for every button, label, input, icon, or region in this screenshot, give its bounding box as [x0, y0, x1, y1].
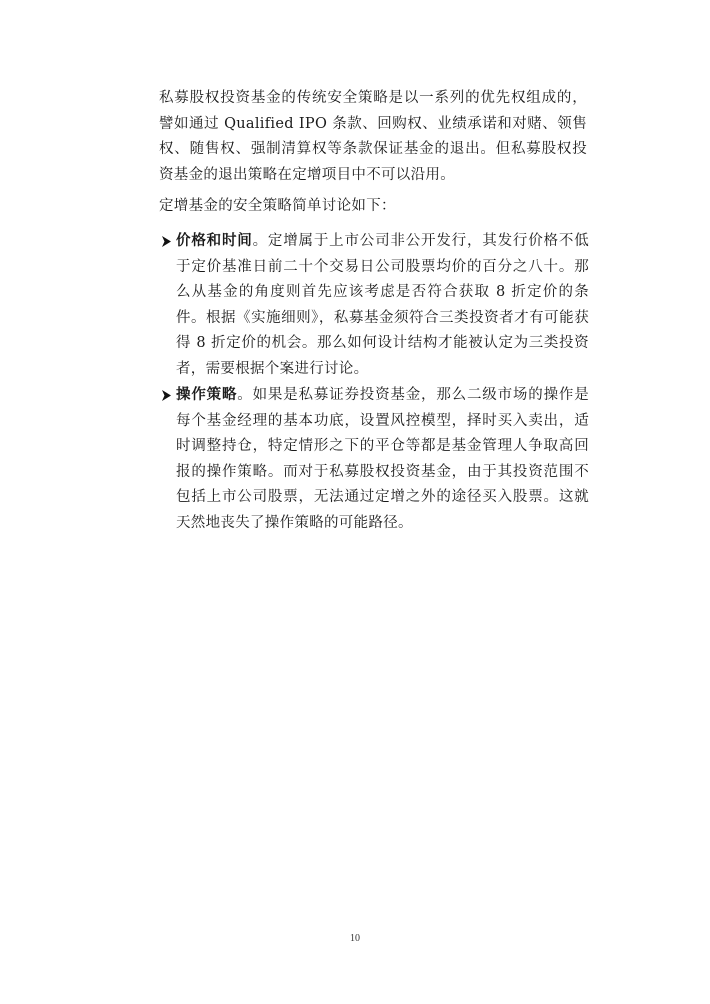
bullet-text: 。如果是私募证券投资基金，那么二级市场的操作是每个基金经理的基本功底，设置风控模型，择时买入卖出，适时调整持仓，特定情形之下的平仓等都是基金管理人争取高回报的操作策略。而对于私募股权投资基金，由于其投资范围不包括上市公司股票，无法通过定增之外的途径买入股票。这就天然地丧失了操作策略的可能路径。 [176, 387, 589, 531]
bullet-body [176, 383, 589, 536]
list-intro-paragraph: 定增基金的安全策略简单讨论如下： [159, 198, 396, 214]
bullet-text: 。定增属于上市公司非公开发行，其发行价格不低于定价基准日前二十个交易日公司股票均价的百分之八十。那么从基金的角度则首先应该考虑是否符合获取 8 折定价的条件。根据《实施细则》，私募基金须符合三类投资者才有可能获得 8 折定价的机会。那么如何设计结构才能被认定为三类投资者，需要根据个案进行讨论。 [176, 233, 589, 377]
page-number: 10 [350, 933, 360, 944]
bullet-body [176, 229, 589, 382]
arrowhead-icon [159, 383, 173, 408]
bullet-item-price-and-time [159, 229, 589, 382]
bullet-item-operation-strategy [159, 383, 589, 536]
bullet-heading: 价格和时间 [176, 233, 253, 249]
bullet-heading: 操作策略 [176, 387, 238, 403]
intro-paragraph: 私募股权投资基金的传统安全策略是以一系列的优先权组成的，譬如通过 Qualified IPO 条款、回购权、业绩承诺和对赌、领售权、随售权、强制清算权等条款保证基金的退出。但私募股权投资基金的退出策略在定增项目中不可以沿用。 [159, 90, 587, 183]
arrowhead-icon [159, 229, 173, 254]
